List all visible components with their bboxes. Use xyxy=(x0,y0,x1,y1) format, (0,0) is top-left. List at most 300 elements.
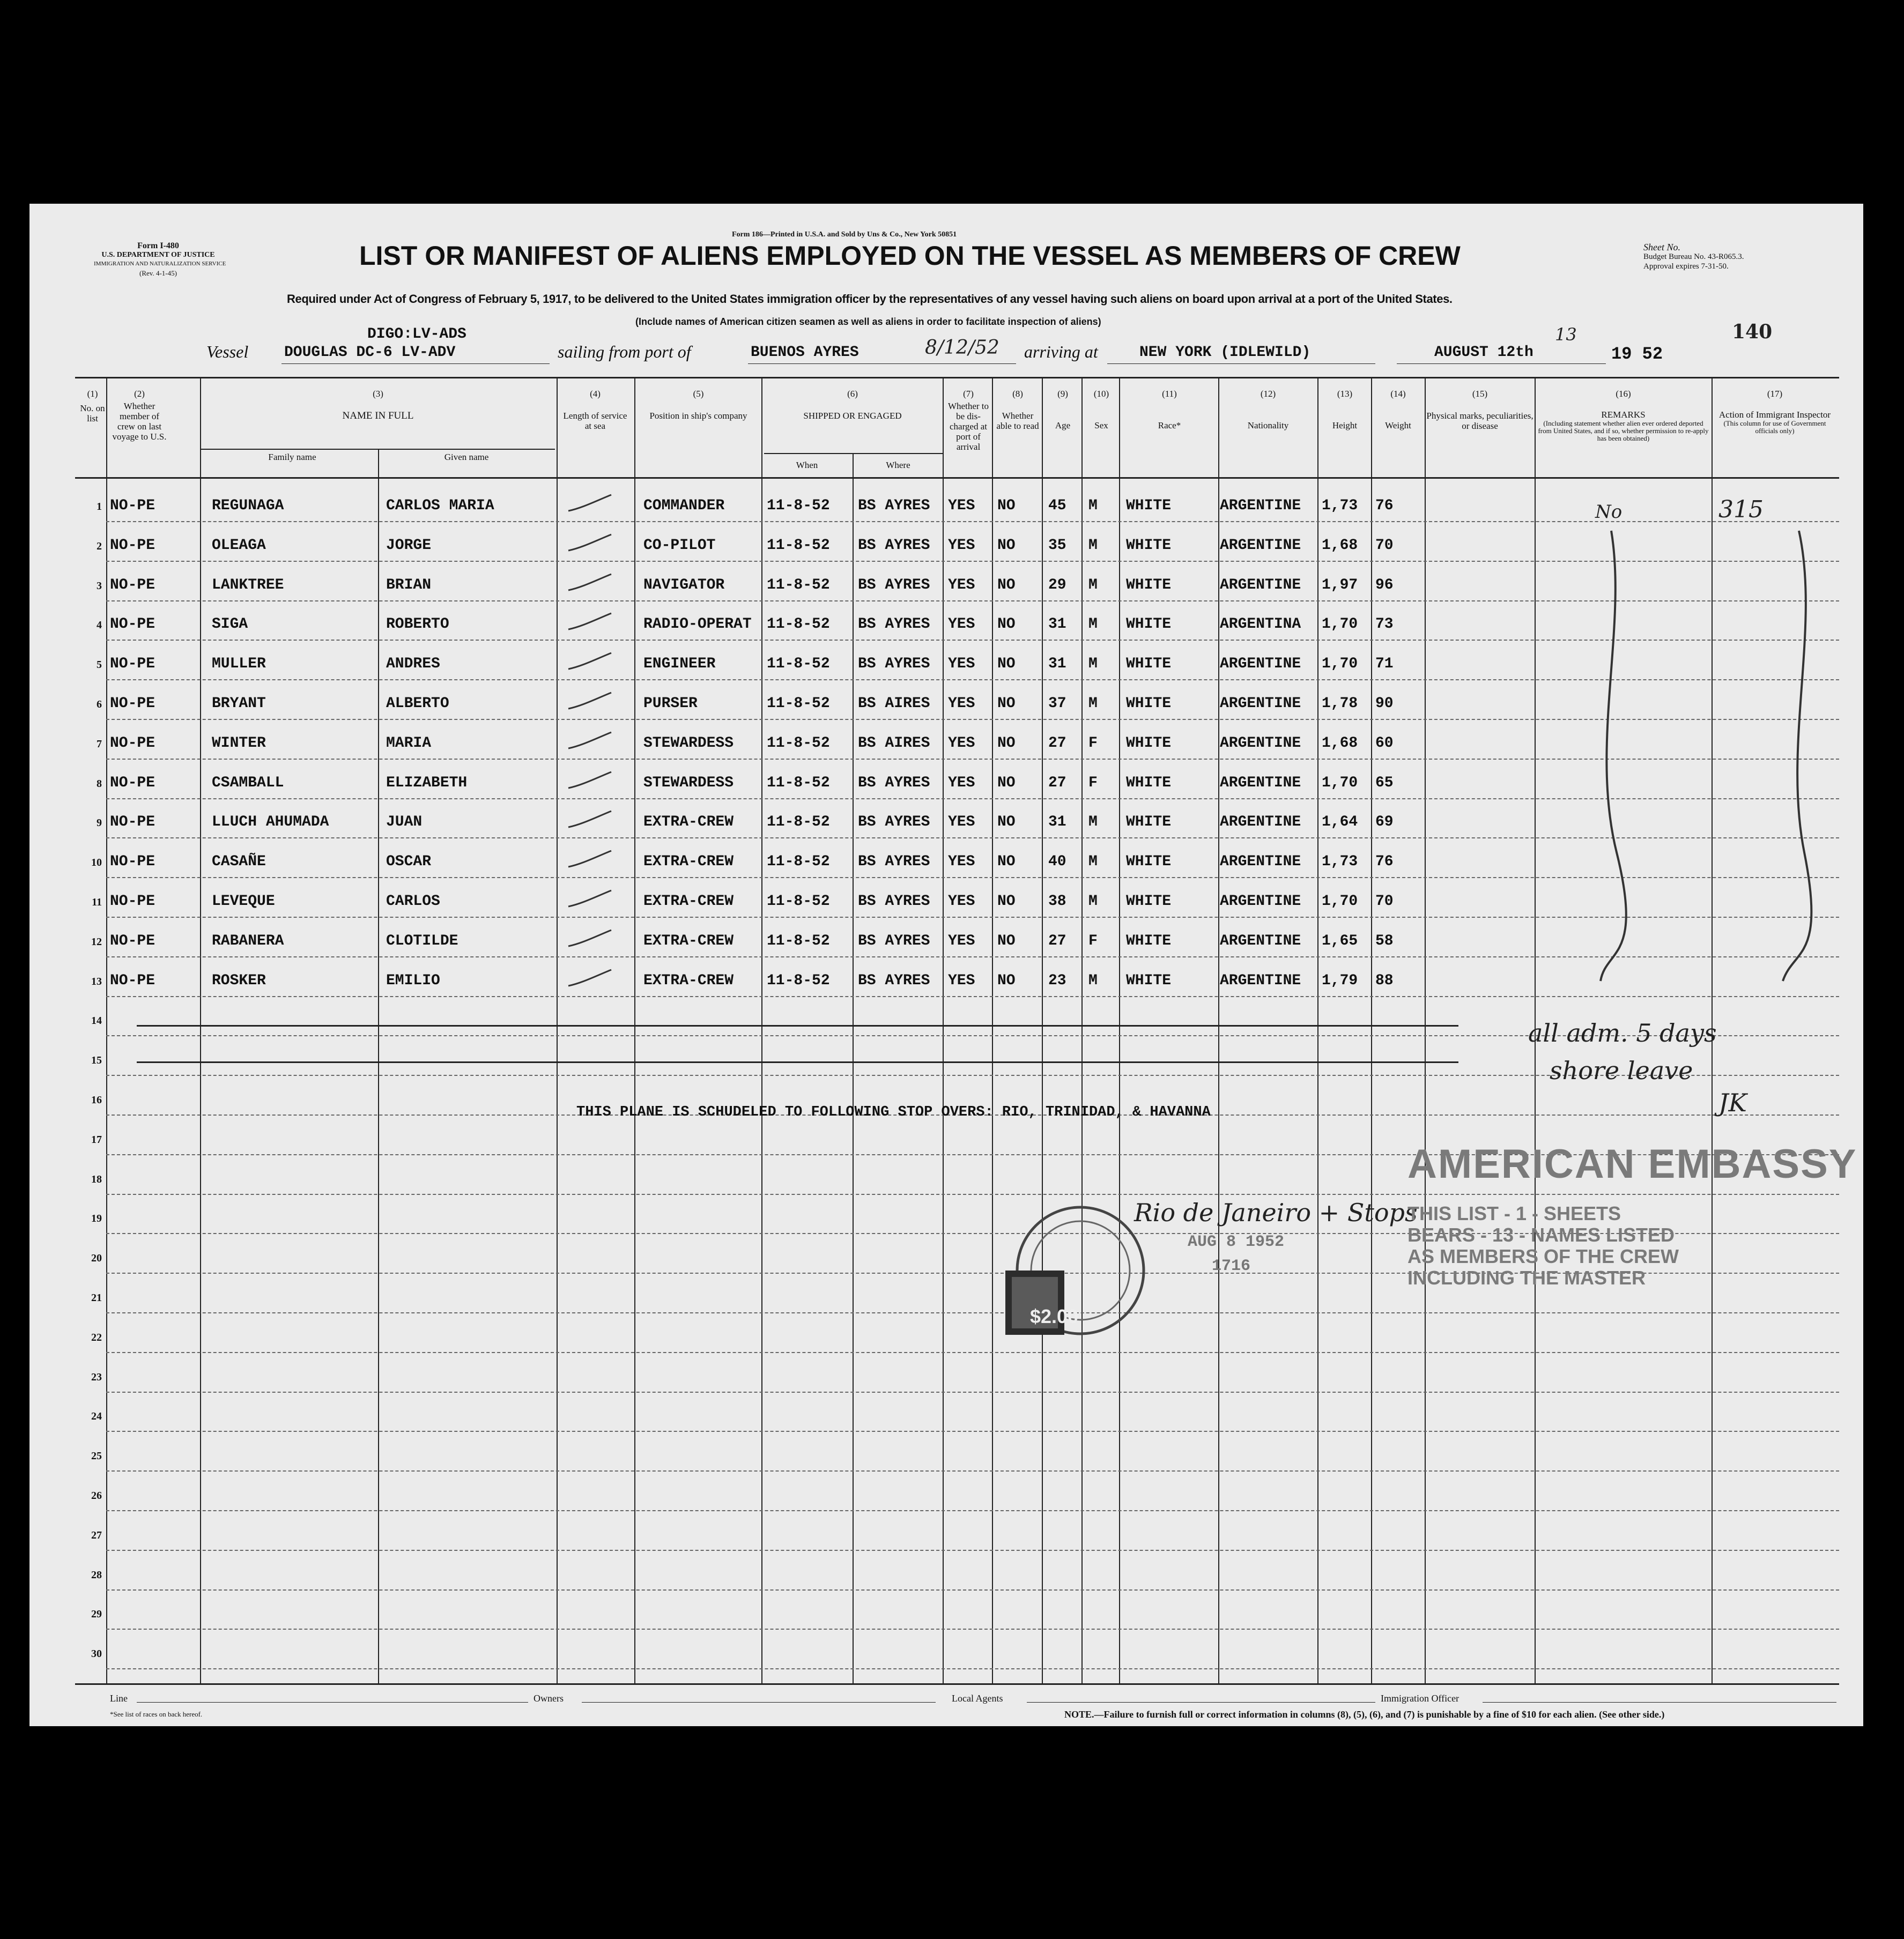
crew-given-name: CLOTILDE xyxy=(386,932,458,949)
crew-shipped-when: 11-8-52 xyxy=(767,972,830,989)
row-rule xyxy=(106,1668,1839,1669)
crew-read: NO xyxy=(997,734,1016,752)
crew-discharge: YES xyxy=(948,932,975,949)
vessel-value: DOUGLAS DC-6 LV-ADV xyxy=(284,344,456,361)
crew-discharge: YES xyxy=(948,497,975,514)
printer-line: Form 186—Printed in U.S.A. and Sold by Uns & Co., New York 50851 xyxy=(732,231,957,239)
crew-family-name: LEVEQUE xyxy=(212,893,275,910)
crew-position: STEWARDESS xyxy=(643,774,734,791)
consul-signature: Rio de Janeiro + Stops xyxy=(1134,1198,1418,1227)
crew-position: EXTRA-CREW xyxy=(643,972,734,989)
crew-family-name: SIGA xyxy=(212,616,248,633)
crew-family-name: CASAÑE xyxy=(212,853,266,871)
line-number: 16 xyxy=(91,1094,102,1106)
crew-shipped-when: 11-8-52 xyxy=(767,656,830,673)
check-mark-icon xyxy=(566,571,614,593)
crew-position: ENGINEER xyxy=(643,656,716,673)
crew-age: 45 xyxy=(1048,497,1066,514)
crew-height: 1,70 xyxy=(1322,616,1358,633)
crew-shipped-where: BS AYRES xyxy=(858,814,930,831)
crew-weight: 76 xyxy=(1375,853,1394,871)
crew-shipped-where: BS AYRES xyxy=(858,893,930,910)
shore-leave-note: shore leave xyxy=(1550,1056,1693,1085)
crew-shipped-when: 11-8-52 xyxy=(767,695,830,712)
crew-shipped-when: 11-8-52 xyxy=(767,893,830,910)
crew-read: NO xyxy=(997,576,1016,593)
row-rule xyxy=(106,1550,1839,1551)
crew-discharge: YES xyxy=(948,576,975,593)
line-number: 8 xyxy=(97,777,102,790)
check-mark-icon xyxy=(566,967,614,989)
crew-position: RADIO-OPERAT xyxy=(643,616,752,633)
crew-nationality: ARGENTINE xyxy=(1220,774,1301,791)
crew-read: NO xyxy=(997,814,1016,831)
crew-shipped-when: 11-8-52 xyxy=(767,537,830,554)
crew-given-name: ELIZABETH xyxy=(386,774,468,791)
row-rule xyxy=(106,1392,1839,1393)
col-17-head: (17) Action of Immigrant Inspector (This column for use of Government officials only) xyxy=(1718,389,1831,435)
row-rule xyxy=(106,1312,1839,1313)
crew-nationality: ARGENTINE xyxy=(1220,695,1301,712)
check-mark-icon xyxy=(566,650,614,672)
sheet-no: Sheet No. xyxy=(1643,242,1680,252)
crew-family-name: ROSKER xyxy=(212,972,266,989)
crew-race: WHITE xyxy=(1126,537,1172,554)
crew-shipped-where: BS AYRES xyxy=(858,972,930,989)
crew-weight: 70 xyxy=(1375,893,1394,910)
check-mark-icon xyxy=(566,927,614,949)
line-number: 5 xyxy=(97,659,102,671)
action-code: 315 xyxy=(1718,496,1764,523)
line-number: 17 xyxy=(91,1133,102,1146)
crew-weight: 70 xyxy=(1375,537,1394,554)
col-14-head: (14) Weight xyxy=(1385,389,1411,430)
crew-height: 1,64 xyxy=(1322,814,1358,831)
bracket-marks xyxy=(1568,520,1836,1002)
crew-age: 38 xyxy=(1048,893,1066,910)
row-rule xyxy=(106,1470,1839,1472)
crew-position: EXTRA-CREW xyxy=(643,814,734,831)
page-number: 140 xyxy=(1732,321,1773,343)
row-rule xyxy=(106,1431,1839,1432)
crew-race: WHITE xyxy=(1126,497,1172,514)
crew-sex: M xyxy=(1088,497,1098,514)
crew-shipped-when: 11-8-52 xyxy=(767,734,830,752)
penalty-note: NOTE.—Failure to furnish full or correct information in columns (8), (5), (6), and (7) is punishable by a fine of $10 for each alien. (See other side.) xyxy=(1064,1709,1665,1720)
row-rule xyxy=(106,1510,1839,1511)
crew-race: WHITE xyxy=(1126,734,1172,752)
check-mark-icon xyxy=(566,532,614,553)
crew-discharge: YES xyxy=(948,893,975,910)
crew-sex: M xyxy=(1088,893,1098,910)
check-mark-icon xyxy=(566,611,614,632)
crew-weight: 71 xyxy=(1375,656,1394,673)
crew-family-name: MULLER xyxy=(212,656,266,673)
col-12-head: (12) Nationality xyxy=(1247,389,1289,430)
arriving-label: arriving at xyxy=(1024,342,1098,361)
crew-sex: M xyxy=(1088,853,1098,871)
crew-age: 27 xyxy=(1048,774,1066,791)
crew-read: NO xyxy=(997,616,1016,633)
crew-discharge: YES xyxy=(948,656,975,673)
crew-age: 40 xyxy=(1048,853,1066,871)
line-number: 6 xyxy=(97,699,102,710)
races-note: *See list of races on back hereof. xyxy=(110,1710,203,1718)
crew-family-name: REGUNAGA xyxy=(212,497,284,514)
arrival-date: AUGUST 12th xyxy=(1434,344,1533,361)
line-number: 1 xyxy=(97,501,102,512)
crew-shipped-when: 11-8-52 xyxy=(767,576,830,593)
footer-owners-label: Owners xyxy=(534,1693,564,1704)
line-number: 7 xyxy=(97,738,102,750)
crew-shipped-when: 11-8-52 xyxy=(767,497,830,514)
crew-given-name: ROBERTO xyxy=(386,616,449,633)
col-15-head: (15) Physical marks, peculiarities, or disease xyxy=(1426,389,1533,431)
line-number: 24 xyxy=(91,1410,102,1423)
crew-nationality: ARGENTINE xyxy=(1220,853,1301,871)
crew-read: NO xyxy=(997,893,1016,910)
line-number: 2 xyxy=(97,540,102,552)
embassy-line-3: AS MEMBERS OF THE CREW xyxy=(1407,1245,1679,1267)
crew-discharge: YES xyxy=(948,774,975,791)
crew-weight: 76 xyxy=(1375,497,1394,514)
crew-age: 23 xyxy=(1048,972,1066,989)
admit-note: all adm. 5 days xyxy=(1528,1019,1717,1047)
line-number: 3 xyxy=(97,580,102,592)
embassy-line-4: INCLUDING THE MASTER xyxy=(1407,1267,1646,1289)
crew-shipped-when: 11-8-52 xyxy=(767,774,830,791)
line-number: 21 xyxy=(91,1292,102,1304)
crew-age: 27 xyxy=(1048,734,1066,752)
crew-discharge: YES xyxy=(948,695,975,712)
crew-voyage: NO-PE xyxy=(110,893,155,910)
crew-age: 35 xyxy=(1048,537,1066,554)
crew-family-name: LLUCH AHUMADA xyxy=(212,814,329,831)
crew-race: WHITE xyxy=(1126,814,1172,831)
crew-family-name: WINTER xyxy=(212,734,266,752)
vessel-correction: DIGO:LV-ADS xyxy=(367,326,466,343)
crew-height: 1,97 xyxy=(1322,576,1358,593)
line-number: 27 xyxy=(91,1529,102,1541)
crew-voyage: NO-PE xyxy=(110,814,155,831)
given-name-head: Given name xyxy=(444,452,489,462)
line-number: 25 xyxy=(91,1450,102,1462)
crew-race: WHITE xyxy=(1126,774,1172,791)
family-name-head: Family name xyxy=(268,452,316,462)
crew-weight: 73 xyxy=(1375,616,1394,633)
crew-weight: 90 xyxy=(1375,695,1394,712)
line-number: 14 xyxy=(91,1015,102,1027)
crew-weight: 60 xyxy=(1375,734,1394,752)
check-mark-icon xyxy=(566,848,614,870)
crew-position: EXTRA-CREW xyxy=(643,893,734,910)
line-number: 29 xyxy=(91,1608,102,1621)
col-3-head: (3) NAME IN FULL xyxy=(342,389,414,421)
crew-given-name: CARLOS xyxy=(386,893,440,910)
crew-sex: M xyxy=(1088,616,1098,633)
check-mark-icon xyxy=(566,808,614,830)
crew-given-name: OSCAR xyxy=(386,853,432,871)
line-number: 10 xyxy=(91,857,102,869)
crew-voyage: NO-PE xyxy=(110,576,155,593)
crew-family-name: RABANERA xyxy=(212,932,284,949)
crew-given-name: ALBERTO xyxy=(386,695,449,712)
crew-shipped-where: BS AYRES xyxy=(858,656,930,673)
crew-voyage: NO-PE xyxy=(110,734,155,752)
crew-shipped-where: BS AYRES xyxy=(858,576,930,593)
crew-height: 1,70 xyxy=(1322,656,1358,673)
crew-sex: F xyxy=(1088,734,1098,752)
crew-height: 1,73 xyxy=(1322,497,1358,514)
remarks-no: No xyxy=(1595,501,1623,523)
line-number: 19 xyxy=(91,1213,102,1225)
crew-given-name: JORGE xyxy=(386,537,432,554)
crew-shipped-where: BS AYRES xyxy=(858,497,930,514)
crew-sex: F xyxy=(1088,774,1098,791)
crew-nationality: ARGENTINE xyxy=(1220,893,1301,910)
crew-discharge: YES xyxy=(948,734,975,752)
crew-sex: F xyxy=(1088,932,1098,949)
crew-family-name: OLEAGA xyxy=(212,537,266,554)
crew-voyage: NO-PE xyxy=(110,695,155,712)
embassy-title: AMERICAN EMBASSY xyxy=(1407,1141,1857,1187)
crew-voyage: NO-PE xyxy=(110,616,155,633)
line-number: 12 xyxy=(91,935,102,948)
crew-family-name: CSAMBALL xyxy=(212,774,284,791)
crew-weight: 58 xyxy=(1375,932,1394,949)
crew-nationality: ARGENTINE xyxy=(1220,972,1301,989)
page-title: LIST OR MANIFEST OF ALIENS EMPLOYED ON THE VESSEL AS MEMBERS OF CREW xyxy=(359,241,1461,271)
crew-race: WHITE xyxy=(1126,656,1172,673)
check-mark-icon xyxy=(566,769,614,791)
crew-voyage: NO-PE xyxy=(110,774,155,791)
requirement-text: Required under Act of Congress of February 5, 1917, to be delivered to the United States immigration officer by the representatives of any vessel having such aliens on board upon arrival at a port of the United States. xyxy=(287,292,1453,306)
line-number: 28 xyxy=(91,1569,102,1581)
inspector-initials: JK xyxy=(1718,1088,1747,1117)
check-mark-icon xyxy=(566,492,614,514)
line-number: 18 xyxy=(91,1173,102,1185)
crew-read: NO xyxy=(997,932,1016,949)
crew-shipped-where: BS AYRES xyxy=(858,932,930,949)
crew-voyage: NO-PE xyxy=(110,537,155,554)
crew-read: NO xyxy=(997,972,1016,989)
crew-read: NO xyxy=(997,656,1016,673)
line-number: 11 xyxy=(92,896,102,908)
manifest-sheet xyxy=(29,204,1863,1726)
crew-shipped-when: 11-8-52 xyxy=(767,814,830,831)
sailing-value: BUENOS AYRES xyxy=(751,344,859,361)
crew-read: NO xyxy=(997,853,1016,871)
crew-read: NO xyxy=(997,537,1016,554)
crew-sex: M xyxy=(1088,695,1098,712)
crew-shipped-where: BS AIRES xyxy=(858,734,930,752)
crew-position: EXTRA-CREW xyxy=(643,853,734,871)
crew-shipped-when: 11-8-52 xyxy=(767,932,830,949)
crew-height: 1,68 xyxy=(1322,734,1358,752)
crew-sex: M xyxy=(1088,972,1098,989)
crew-shipped-where: BS AYRES xyxy=(858,616,930,633)
col-1-head: (1) No. on list xyxy=(80,389,105,424)
embassy-stamp xyxy=(1407,1142,1857,1289)
crew-voyage: NO-PE xyxy=(110,656,155,673)
crew-shipped-where: BS AYRES xyxy=(858,853,930,871)
crew-position: EXTRA-CREW xyxy=(643,932,734,949)
embassy-line-1: THIS LIST - 1 - SHEETS xyxy=(1407,1202,1621,1224)
crew-family-name: LANKTREE xyxy=(212,576,284,593)
crew-voyage: NO-PE xyxy=(110,497,155,514)
footer-officer-label: Immigration Officer xyxy=(1381,1693,1460,1704)
crew-discharge: YES xyxy=(948,814,975,831)
col-7-head: (7) Whether to be dis-charged at port of arrival xyxy=(948,389,989,452)
crew-voyage: NO-PE xyxy=(110,853,155,871)
department: U.S. DEPARTMENT OF JUSTICE xyxy=(101,251,215,259)
crew-nationality: ARGENTINA xyxy=(1220,616,1301,633)
approval-expires: Approval expires 7-31-50. xyxy=(1643,262,1729,271)
crew-age: 27 xyxy=(1048,932,1066,949)
embassy-line-2: BEARS - 13 - NAMES LISTED xyxy=(1407,1224,1675,1246)
crew-read: NO xyxy=(997,497,1016,514)
col-11-head: (11) Race* xyxy=(1158,389,1181,430)
crew-given-name: MARIA xyxy=(386,734,432,752)
crew-sex: M xyxy=(1088,537,1098,554)
footer-agents-label: Local Agents xyxy=(952,1693,1003,1704)
crew-voyage: NO-PE xyxy=(110,932,155,949)
row-rule xyxy=(106,1629,1839,1630)
crew-age: 31 xyxy=(1048,616,1066,633)
sheet-info xyxy=(1643,242,1744,271)
crew-race: WHITE xyxy=(1126,853,1172,871)
stamp-number: 1716 xyxy=(1212,1257,1251,1275)
crew-nationality: ARGENTINE xyxy=(1220,656,1301,673)
col-2-head: (2) Whether member of crew on last voyage to U.S. xyxy=(112,389,167,442)
line-number: 23 xyxy=(91,1371,102,1383)
crew-race: WHITE xyxy=(1126,616,1172,633)
arrival-year: 19 52 xyxy=(1611,344,1663,364)
row-rule xyxy=(106,1589,1839,1591)
col-6-head: (6) SHIPPED OR ENGAGED xyxy=(803,389,902,421)
col-10-head: (10) Sex xyxy=(1093,389,1109,430)
crew-position: PURSER xyxy=(643,695,698,712)
crew-height: 1,73 xyxy=(1322,853,1358,871)
budget-bureau: Budget Bureau No. 43-R065.3. xyxy=(1643,252,1744,261)
fee-stamp: $2.00 xyxy=(1030,1305,1079,1327)
crew-sex: M xyxy=(1088,814,1098,831)
crew-sex: M xyxy=(1088,656,1098,673)
crew-height: 1,79 xyxy=(1322,972,1358,989)
vessel-label: Vessel xyxy=(206,342,249,361)
line-number: 20 xyxy=(91,1252,102,1265)
check-mark-icon xyxy=(566,888,614,909)
check-mark-icon xyxy=(566,690,614,711)
crew-given-name: BRIAN xyxy=(386,576,432,593)
crew-read: NO xyxy=(997,774,1016,791)
crew-age: 29 xyxy=(1048,576,1066,593)
crew-nationality: ARGENTINE xyxy=(1220,932,1301,949)
col-5-head: (5) Position in ship's company xyxy=(649,389,747,421)
row-rule xyxy=(106,1352,1839,1353)
crew-shipped-when: 11-8-52 xyxy=(767,616,830,633)
crew-weight: 65 xyxy=(1375,774,1394,791)
col-4-head: (4) Length of service at sea xyxy=(563,389,627,431)
col-8-head: (8) Whether able to read xyxy=(996,389,1039,431)
footer-line-label: Line xyxy=(110,1693,128,1704)
col-13-head: (13) Height xyxy=(1332,389,1358,430)
crew-shipped-where: BS AYRES xyxy=(858,537,930,554)
arriving-value: NEW YORK (IDLEWILD) xyxy=(1139,344,1311,361)
crew-race: WHITE xyxy=(1126,576,1172,593)
sailing-date-hand: 8/12/52 xyxy=(925,337,999,359)
crew-age: 31 xyxy=(1048,656,1066,673)
crew-height: 1,70 xyxy=(1322,893,1358,910)
crew-height: 1,70 xyxy=(1322,774,1358,791)
crew-race: WHITE xyxy=(1126,932,1172,949)
line-number: 26 xyxy=(91,1490,102,1502)
crew-position: NAVIGATOR xyxy=(643,576,725,593)
col-9-head: (9) Age xyxy=(1055,389,1071,430)
stamp-date: AUG 8 1952 xyxy=(1188,1233,1285,1251)
crew-race: WHITE xyxy=(1126,695,1172,712)
crew-race: WHITE xyxy=(1126,972,1172,989)
service: IMMIGRATION AND NATURALIZATION SERVICE xyxy=(94,261,226,267)
crew-given-name: ANDRES xyxy=(386,656,440,673)
arrival-date-correction: 13 xyxy=(1555,324,1577,345)
crew-age: 37 xyxy=(1048,695,1066,712)
crew-nationality: ARGENTINE xyxy=(1220,814,1301,831)
crew-weight: 88 xyxy=(1375,972,1394,989)
crew-given-name: EMILIO xyxy=(386,972,440,989)
crew-read: NO xyxy=(997,695,1016,712)
line-number: 30 xyxy=(91,1648,102,1660)
crew-sex: M xyxy=(1088,576,1098,593)
crew-height: 1,68 xyxy=(1322,537,1358,554)
crew-position: COMMANDER xyxy=(643,497,725,514)
crew-age: 31 xyxy=(1048,814,1066,831)
crew-weight: 69 xyxy=(1375,814,1394,831)
crew-height: 1,78 xyxy=(1322,695,1358,712)
crew-position: CO-PILOT xyxy=(643,537,716,554)
crew-discharge: YES xyxy=(948,616,975,633)
include-note: (Include names of American citizen seamen as well as aliens in order to facilitate inspection of aliens) xyxy=(635,316,1101,327)
crew-discharge: YES xyxy=(948,853,975,871)
line-number: 22 xyxy=(91,1331,102,1343)
crew-given-name: CARLOS MARIA xyxy=(386,497,494,514)
crew-nationality: ARGENTINE xyxy=(1220,576,1301,593)
line-number: 4 xyxy=(97,619,102,632)
crew-nationality: ARGENTINE xyxy=(1220,497,1301,514)
crew-race: WHITE xyxy=(1126,893,1172,910)
col-16-head: (16) REMARKS (Including statement whether alien ever ordered deported from United States, and if so, whether permission to re-apply has been obtained) xyxy=(1538,389,1709,442)
form-number: Form I-480 xyxy=(137,241,179,250)
check-mark-icon xyxy=(566,730,614,751)
form-info xyxy=(94,241,226,278)
when-head: When xyxy=(796,460,818,470)
crew-discharge: YES xyxy=(948,537,975,554)
stopover-note: THIS PLANE IS SCHUDELED TO FOLLOWING STOP OVERS: RIO, TRINIDAD, & HAVANNA xyxy=(576,1104,1211,1120)
crew-position: STEWARDESS xyxy=(643,734,734,752)
crew-shipped-where: BS AYRES xyxy=(858,774,930,791)
sailing-label: sailing from port of xyxy=(558,342,691,361)
crew-height: 1,65 xyxy=(1322,932,1358,949)
crew-nationality: ARGENTINE xyxy=(1220,537,1301,554)
crew-discharge: YES xyxy=(948,972,975,989)
crew-given-name: JUAN xyxy=(386,814,423,831)
crew-shipped-where: BS AIRES xyxy=(858,695,930,712)
crew-voyage: NO-PE xyxy=(110,972,155,989)
line-number: 15 xyxy=(91,1054,102,1067)
line-number: 13 xyxy=(91,975,102,987)
crew-nationality: ARGENTINE xyxy=(1220,734,1301,752)
line-number: 9 xyxy=(97,817,102,829)
